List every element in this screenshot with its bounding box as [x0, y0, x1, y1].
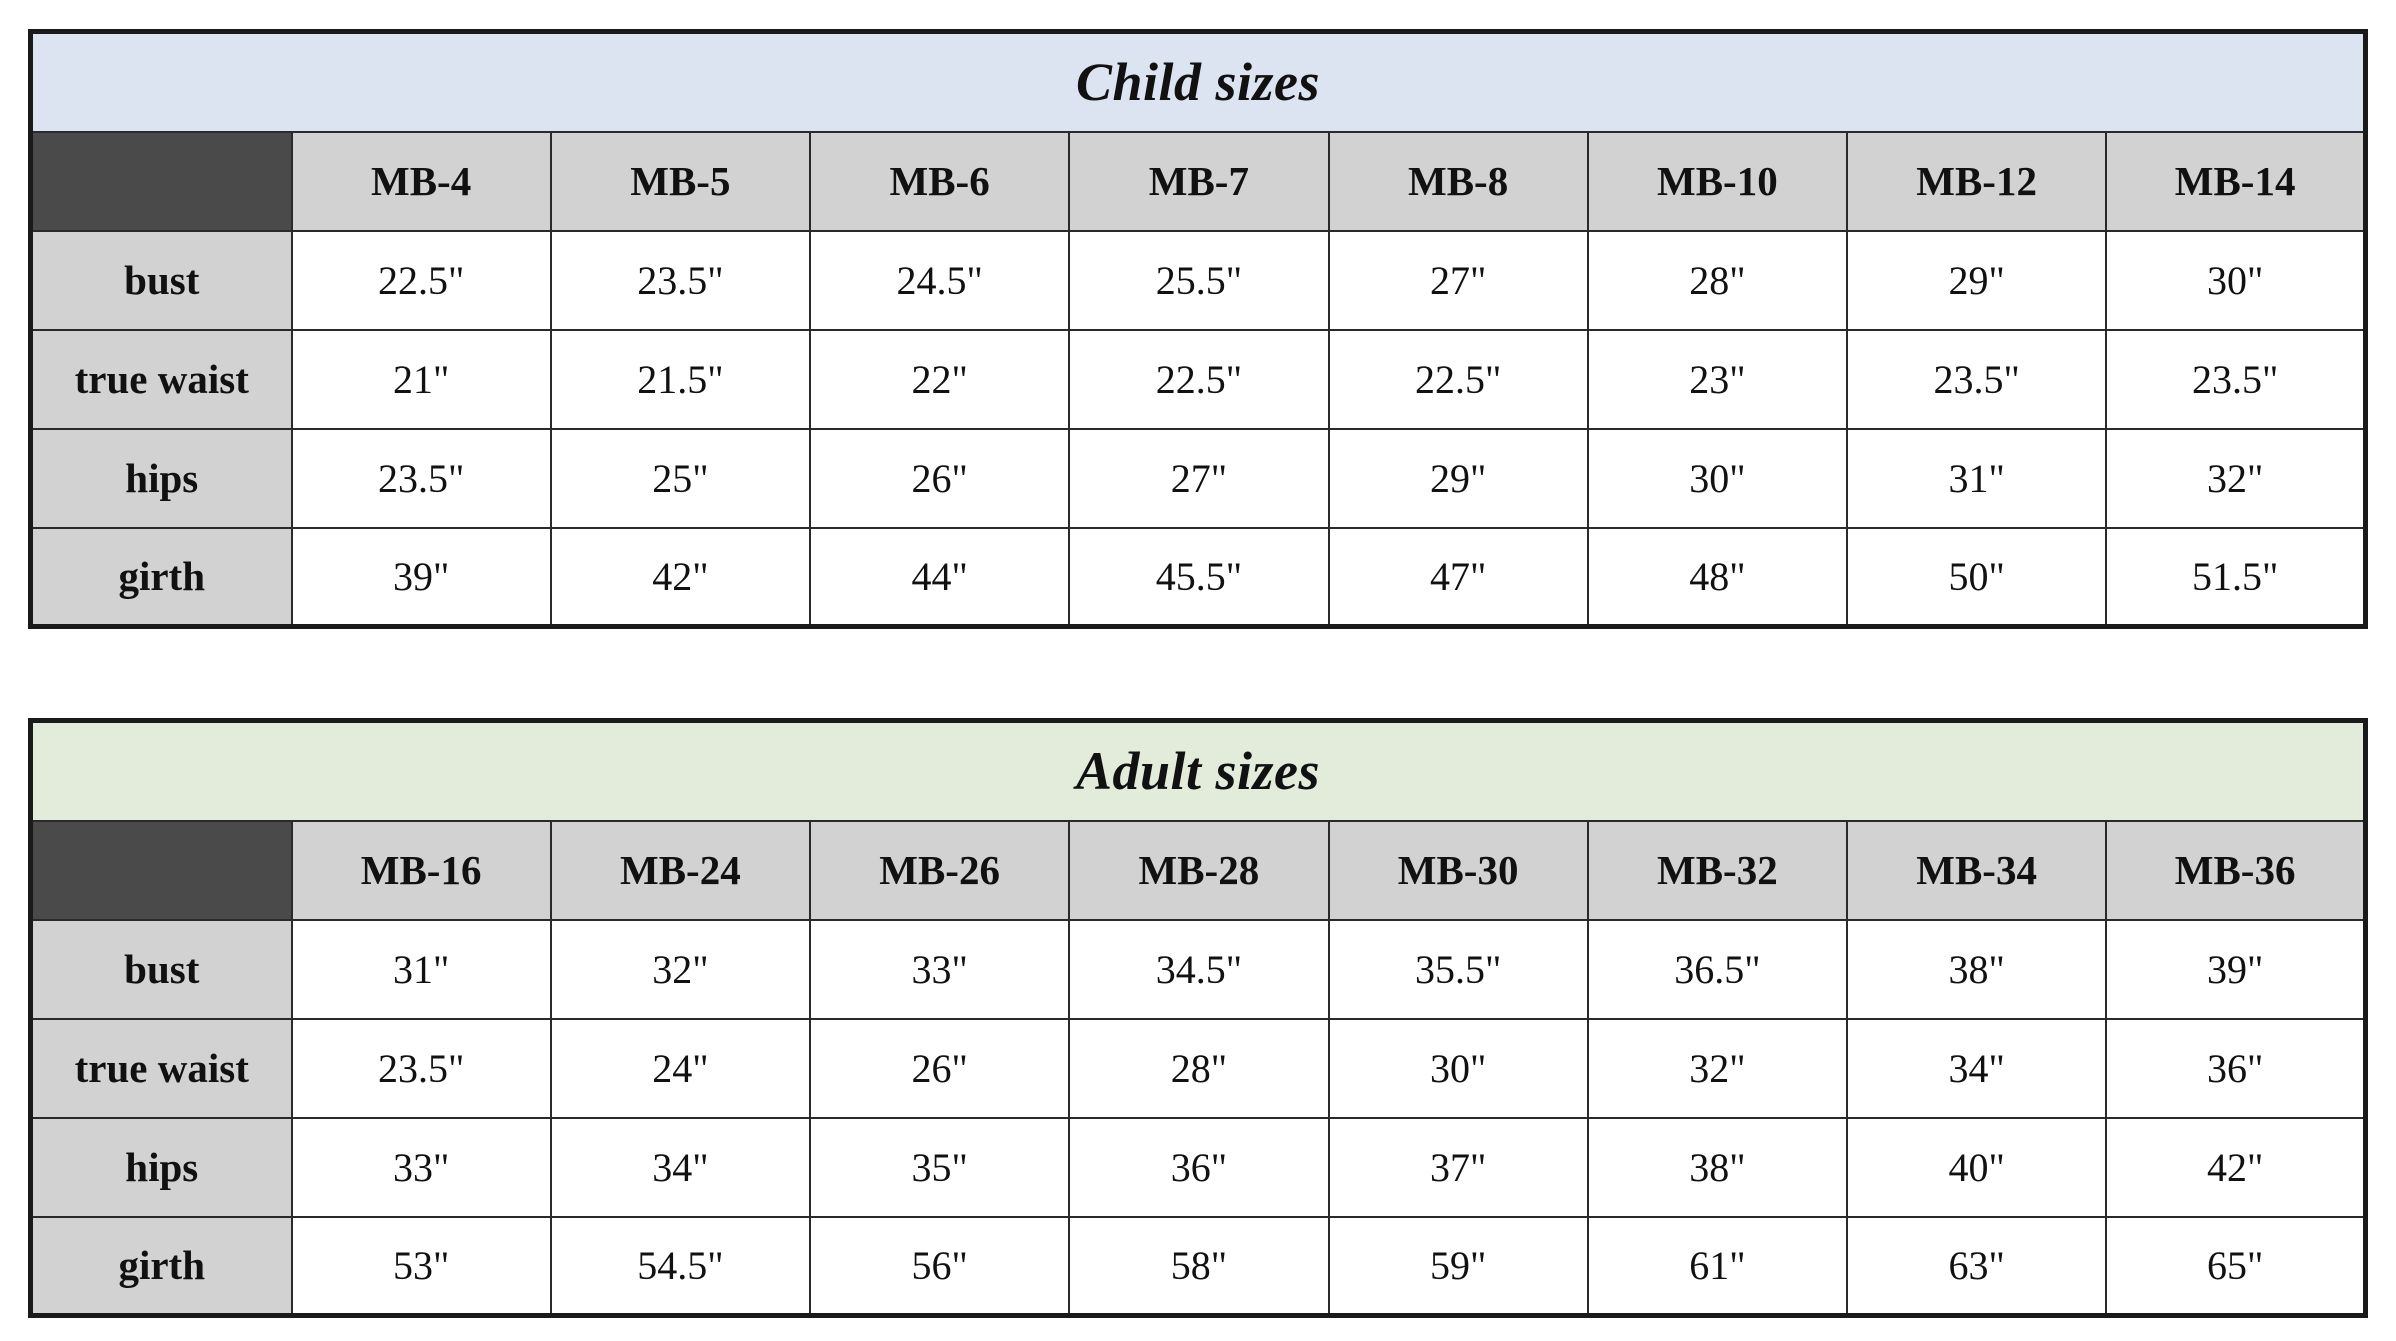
size-header: MB-32 — [1588, 821, 1847, 920]
measurement-cell: 45.5" — [1069, 528, 1328, 627]
row-label-hips: hips — [31, 1118, 292, 1217]
corner-cell — [31, 132, 292, 231]
measurement-cell: 53" — [292, 1217, 551, 1316]
size-header: MB-4 — [292, 132, 551, 231]
row-label-hips: hips — [31, 429, 292, 528]
measurement-cell: 34" — [551, 1118, 810, 1217]
measurement-cell: 22.5" — [1329, 330, 1588, 429]
measurement-cell: 29" — [1329, 429, 1588, 528]
measurement-cell: 28" — [1069, 1019, 1328, 1118]
measurement-cell: 65" — [2106, 1217, 2365, 1316]
size-header: MB-26 — [810, 821, 1069, 920]
row-label-true-waist: true waist — [31, 330, 292, 429]
measurement-cell: 21.5" — [551, 330, 810, 429]
measurement-cell: 22.5" — [292, 231, 551, 330]
measurement-cell: 21" — [292, 330, 551, 429]
table-row — [31, 920, 2366, 1019]
measurement-cell: 22" — [810, 330, 1069, 429]
measurement-cell: 27" — [1329, 231, 1588, 330]
table-row — [31, 528, 2366, 627]
measurement-cell: 30" — [1588, 429, 1847, 528]
size-header: MB-10 — [1588, 132, 1847, 231]
measurement-cell: 39" — [292, 528, 551, 627]
measurement-cell: 54.5" — [551, 1217, 810, 1316]
measurement-cell: 30" — [2106, 231, 2365, 330]
measurement-cell: 29" — [1847, 231, 2106, 330]
size-header-row — [31, 132, 2366, 231]
measurement-cell: 36" — [1069, 1118, 1328, 1217]
measurement-cell: 34.5" — [1069, 920, 1328, 1019]
measurement-cell: 38" — [1588, 1118, 1847, 1217]
measurement-cell: 25" — [551, 429, 810, 528]
measurement-cell: 38" — [1847, 920, 2106, 1019]
adult-table-title: Adult sizes — [31, 721, 2366, 821]
size-header: MB-7 — [1069, 132, 1328, 231]
measurement-cell: 34" — [1847, 1019, 2106, 1118]
measurement-cell: 23.5" — [292, 429, 551, 528]
measurement-cell: 31" — [292, 920, 551, 1019]
row-label-bust: bust — [31, 920, 292, 1019]
row-label-bust: bust — [31, 231, 292, 330]
measurement-cell: 39" — [2106, 920, 2365, 1019]
measurement-cell: 23.5" — [292, 1019, 551, 1118]
measurement-cell: 61" — [1588, 1217, 1847, 1316]
measurement-cell: 35.5" — [1329, 920, 1588, 1019]
size-header: MB-16 — [292, 821, 551, 920]
row-label-true-waist: true waist — [31, 1019, 292, 1118]
size-header: MB-34 — [1847, 821, 2106, 920]
row-label-girth: girth — [31, 528, 292, 627]
measurement-cell: 51.5" — [2106, 528, 2365, 627]
measurement-cell: 44" — [810, 528, 1069, 627]
table-row — [31, 1019, 2366, 1118]
measurement-cell: 24.5" — [810, 231, 1069, 330]
size-header: MB-14 — [2106, 132, 2365, 231]
measurement-cell: 31" — [1847, 429, 2106, 528]
size-header: MB-5 — [551, 132, 810, 231]
measurement-cell: 26" — [810, 1019, 1069, 1118]
table-row — [31, 231, 2366, 330]
measurement-cell: 30" — [1329, 1019, 1588, 1118]
measurement-cell: 59" — [1329, 1217, 1588, 1316]
measurement-cell: 40" — [1847, 1118, 2106, 1217]
measurement-cell: 56" — [810, 1217, 1069, 1316]
measurement-cell: 42" — [2106, 1118, 2365, 1217]
measurement-cell: 23.5" — [2106, 330, 2365, 429]
adult-size-table — [28, 718, 2368, 1318]
measurement-cell: 25.5" — [1069, 231, 1328, 330]
measurement-cell: 32" — [551, 920, 810, 1019]
size-header: MB-30 — [1329, 821, 1588, 920]
measurement-cell: 58" — [1069, 1217, 1328, 1316]
measurement-cell: 36.5" — [1588, 920, 1847, 1019]
measurement-cell: 47" — [1329, 528, 1588, 627]
size-header: MB-36 — [2106, 821, 2365, 920]
table-row — [31, 429, 2366, 528]
measurement-cell: 23.5" — [1847, 330, 2106, 429]
measurement-cell: 36" — [2106, 1019, 2365, 1118]
measurement-cell: 33" — [810, 920, 1069, 1019]
table-row — [31, 1118, 2366, 1217]
measurement-cell: 37" — [1329, 1118, 1588, 1217]
measurement-cell: 42" — [551, 528, 810, 627]
child-table-title: Child sizes — [31, 32, 2366, 132]
size-header: MB-28 — [1069, 821, 1328, 920]
measurement-cell: 23.5" — [551, 231, 810, 330]
measurement-cell: 32" — [2106, 429, 2365, 528]
measurement-cell: 24" — [551, 1019, 810, 1118]
measurement-cell: 28" — [1588, 231, 1847, 330]
size-header: MB-12 — [1847, 132, 2106, 231]
row-label-girth: girth — [31, 1217, 292, 1316]
measurement-cell: 35" — [810, 1118, 1069, 1217]
measurement-cell: 50" — [1847, 528, 2106, 627]
measurement-cell: 63" — [1847, 1217, 2106, 1316]
measurement-cell: 32" — [1588, 1019, 1847, 1118]
table-title-row — [31, 721, 2366, 821]
table-row — [31, 330, 2366, 429]
measurement-cell: 22.5" — [1069, 330, 1328, 429]
measurement-cell: 23" — [1588, 330, 1847, 429]
table-title-row — [31, 32, 2366, 132]
size-header: MB-8 — [1329, 132, 1588, 231]
corner-cell — [31, 821, 292, 920]
child-size-table — [28, 29, 2368, 629]
table-row — [31, 1217, 2366, 1316]
size-header: MB-24 — [551, 821, 810, 920]
size-header: MB-6 — [810, 132, 1069, 231]
measurement-cell: 27" — [1069, 429, 1328, 528]
measurement-cell: 26" — [810, 429, 1069, 528]
measurement-cell: 48" — [1588, 528, 1847, 627]
measurement-cell: 33" — [292, 1118, 551, 1217]
size-header-row — [31, 821, 2366, 920]
